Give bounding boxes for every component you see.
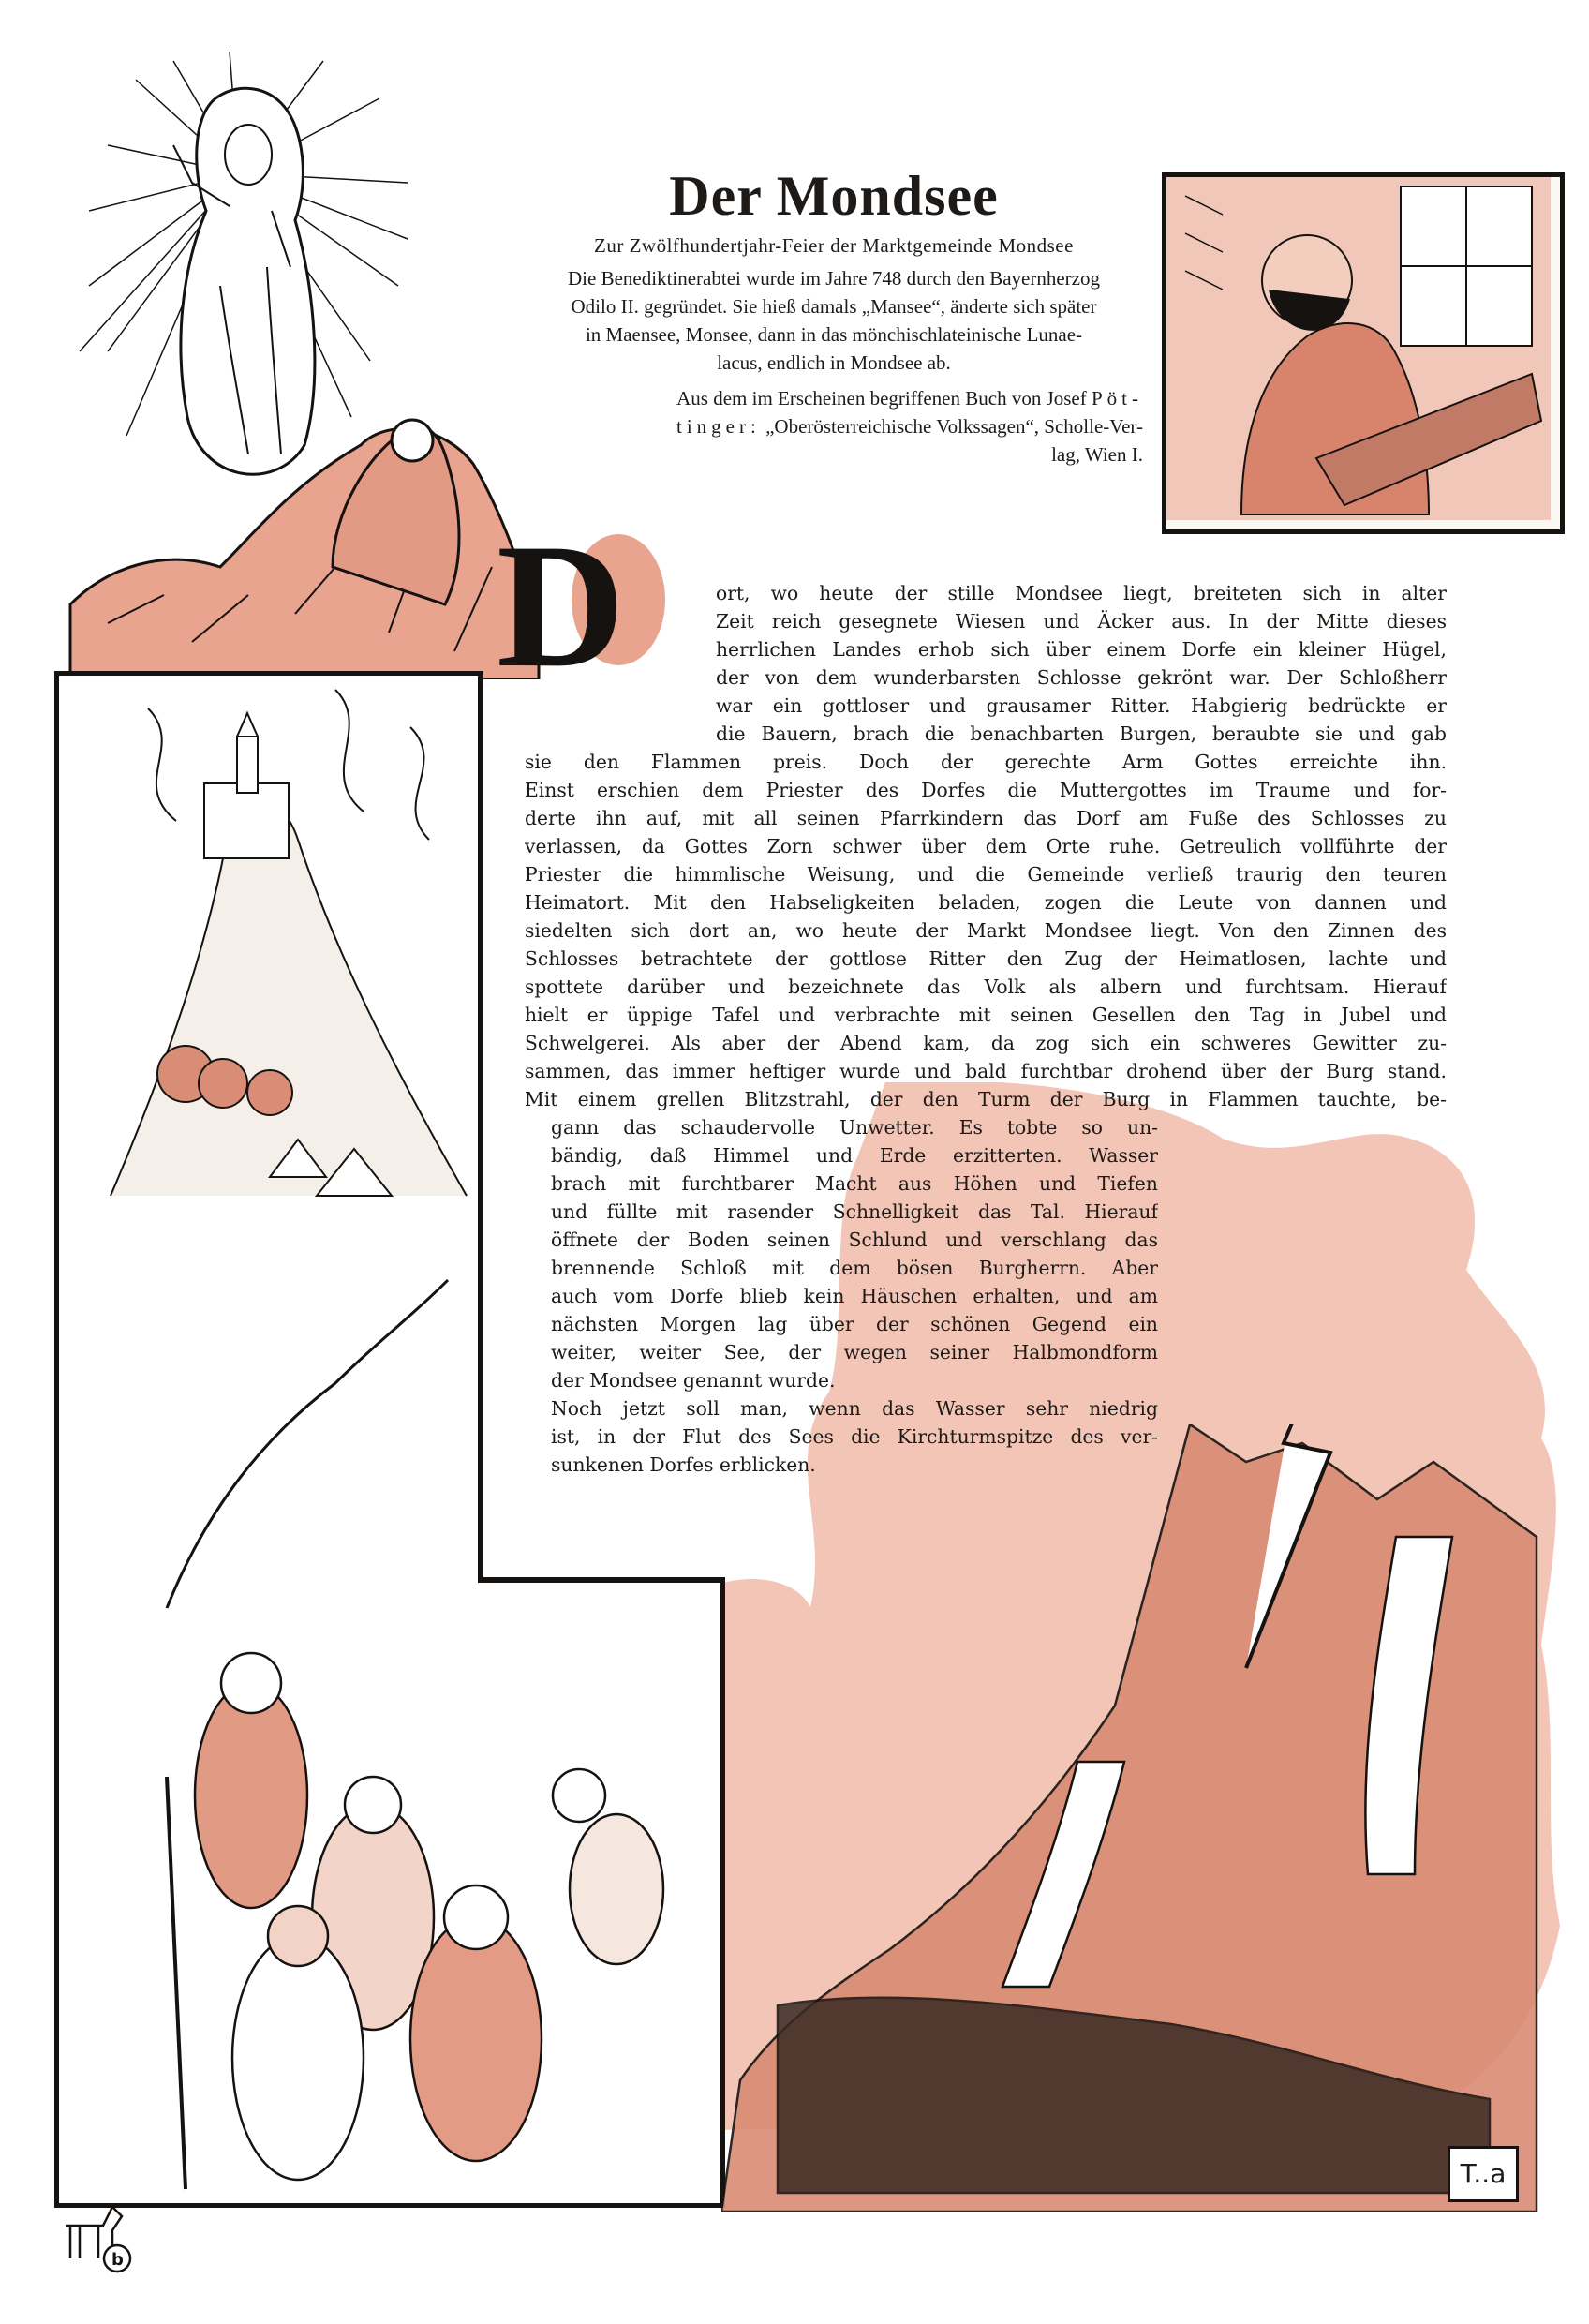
text-line: derte ihn auf, mit all seinen Pfarrkindern das Dorf am Fuße des Schlosses zu [525, 807, 1447, 829]
text-line: Zeit reich gesegnete Wiesen und Äcker aus. In der Mitte dieses [716, 610, 1447, 633]
artist-signature: T..a [1448, 2146, 1519, 2202]
intro-paragraph [525, 264, 1143, 377]
text-line: siedelten sich dort an, wo heute der Markt Mondsee liegt. Von den Zinnen des [525, 919, 1447, 942]
text-line: öffnete der Boden seinen Schlund und verschlang das [551, 1229, 1158, 1251]
text-line: Schwelgerei. Als aber der Abend kam, da zog sich ein schweres Gewitter zu- [525, 1032, 1447, 1054]
text-line: spottete darüber und bezeichnete das Volk als albern und furchtsam. Hierauf [525, 976, 1447, 998]
text-line: brach mit furchtbarer Macht aus Höhen und Tiefen [551, 1172, 1158, 1195]
text-line: hielt er üppige Tafel und verbrachte mit seinen Gesellen den Tag in Jubel und [525, 1004, 1447, 1026]
text-line: ort, wo heute der stille Mondsee liegt, breiteten sich in alter [716, 582, 1447, 604]
text-line: bändig, daß Himmel und Erde erzitterten. Wasser [551, 1144, 1158, 1167]
text-line: gann das schaudervolle Unwetter. Es tobte so un- [551, 1116, 1158, 1139]
text-line: Priester die himmlische Weisung, und die Gemeinde verließ traurig den teuren [525, 863, 1447, 886]
text-line: ist, in der Flut des Sees die Kirchturmspitze des ver- [551, 1425, 1158, 1448]
knight-at-window-illustration [1162, 172, 1565, 534]
text-line: Mit einem grellen Blitzstrahl, der den Turm der Burg in Flammen tauchte, be- [525, 1088, 1447, 1110]
text-line: der von dem wunderbarsten Schlosse gekrönt war. Der Schloßherr [716, 666, 1447, 689]
source-text: Aus dem im Erscheinen begriffenen Buch von Josef [676, 387, 1092, 410]
source-note [543, 384, 1143, 469]
text-line: brennende Schloß mit dem bösen Burgherrn. Aber [551, 1257, 1158, 1279]
source-text: „Oberösterreichische Volkssagen“, Scholle-Ver- [760, 415, 1143, 438]
source-text: lag, Wien I. [1051, 443, 1143, 466]
text-line: verlassen, da Gottes Zorn schwer über dem Orte ruhe. Getreulich vollführte der [525, 835, 1447, 857]
text-line: Schlosses betrachtete der gottlose Ritter den Zug der Heimatlosen, lachte und [525, 947, 1447, 970]
intro-line: Die Benediktinerabtei wurde im Jahre 748 durch den Bayernherzog [568, 267, 1100, 290]
text-line: herrlichen Landes erhob sich über einem Dorfe ein kleiner Hügel, [716, 638, 1447, 661]
svg-text:D: D [497, 525, 626, 684]
goat-emblem-icon [56, 2188, 141, 2282]
text-line: auch vom Dorfe blieb kein Häuschen erhalten, und am [551, 1285, 1158, 1307]
text-line: Heimatort. Mit den Habseligkeiten beladen, zogen die Leute von dannen und [525, 891, 1447, 914]
intro-line: in Maensee, Monsee, dann in das mönchischlateinische Lunae- [585, 323, 1083, 346]
intro-line: lacus, endlich in Mondsee ab. [717, 351, 951, 374]
body-text-column-3 [551, 1113, 1158, 1479]
intro-line: Odilo II. gegründet. Sie hieß damals „Mansee“, änderte sich später [571, 295, 1097, 318]
text-line: weiter, weiter See, der wegen seiner Halbmondform [551, 1341, 1158, 1363]
text-line: sammen, das immer heftiger wurde und bald furchtbar drohend über der Burg stand. [525, 1060, 1447, 1082]
body-text-column-2 [525, 748, 1447, 1113]
page-mark: b [111, 2250, 124, 2270]
text-line: Noch jetzt soll man, wenn das Wasser sehr niedrig [551, 1397, 1158, 1420]
source-author-part: tinger: [676, 415, 761, 438]
text-line: nächsten Morgen lag über der schönen Gegend ein [551, 1313, 1158, 1335]
text-line: der Mondsee genannt wurde. [551, 1369, 836, 1392]
article-subtitle: Zur Zwölfhundertjahr-Feier der Marktgemeinde Mondsee [594, 234, 1074, 257]
text-line: Einst erschien dem Priester des Dorfes die Muttergottes im Traume und for- [525, 779, 1447, 801]
text-line: sie den Flammen preis. Doch der gerechte Arm Gottes erreichte ihn. [525, 751, 1447, 773]
article-title: Der Mondsee [669, 165, 999, 227]
text-line: war ein gottloser und grausamer Ritter. Habgierig bedrückte er [716, 694, 1447, 717]
text-line: sunkenen Dorfes erblicken. [551, 1453, 816, 1476]
text-line: und füllte mit rasender Schnelligkeit das Tal. Hierauf [551, 1200, 1158, 1223]
initial-letter-d [487, 525, 665, 684]
storm-landscape-illustration [721, 1424, 1565, 2212]
source-author-part: Pöt- [1091, 387, 1143, 410]
body-text-column-1 [716, 579, 1447, 748]
text-line: die Bauern, brach die benachbarten Burgen, beraubte sie und gab [716, 723, 1447, 745]
